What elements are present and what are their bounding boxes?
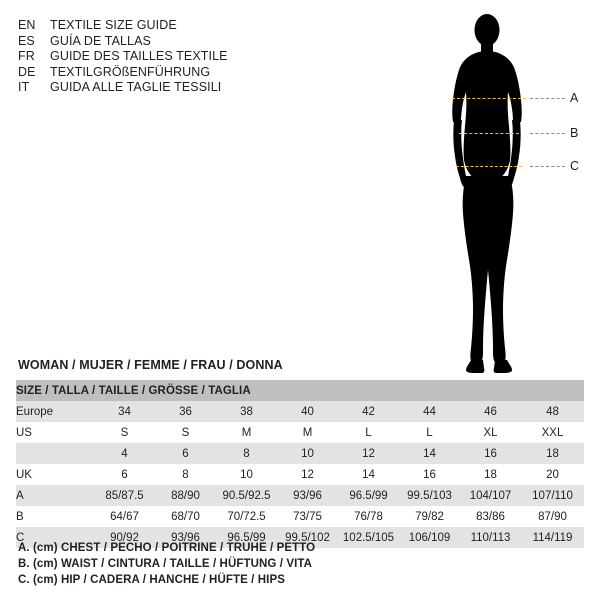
cell-value: S <box>94 422 155 443</box>
cell-value: 73/75 <box>277 506 338 527</box>
size-table <box>16 380 584 548</box>
cell-value: 12 <box>277 464 338 485</box>
cell-value: 110/113 <box>460 527 521 548</box>
cell-value: 90.5/92.5 <box>216 485 277 506</box>
language-code: FR <box>18 49 35 63</box>
cell-value: 18 <box>460 464 521 485</box>
cell-value: 48 <box>521 401 584 422</box>
size-table-container <box>16 380 584 548</box>
row-label: B <box>16 506 94 527</box>
measure-label-c: C <box>570 159 580 173</box>
language-row <box>18 49 348 65</box>
row-label: UK <box>16 464 94 485</box>
footnote-c: C. (cm) HIP / CADERA / HANCHE / HÜFTE / HIPS <box>18 574 286 586</box>
footnote-a: A. (cm) CHEST / PECHO / POITRINE / TRUHE / PETTO <box>18 542 316 554</box>
cell-value: 46 <box>460 401 521 422</box>
cell-value: 114/119 <box>521 527 584 548</box>
table-header-label: SIZE / TALLA / TAILLE / GRÖSSE / TAGLIA <box>16 380 584 401</box>
cell-value: 10 <box>216 464 277 485</box>
language-code: EN <box>18 18 36 32</box>
language-code: DE <box>18 64 36 79</box>
cell-value: 8 <box>216 443 277 464</box>
cell-value: 76/78 <box>338 506 399 527</box>
table-row <box>16 506 584 527</box>
language-title: GUÍA DE TALLAS <box>50 33 151 48</box>
cell-value: L <box>399 422 460 443</box>
footnote-b: B. (cm) WAIST / CINTURA / TAILLE / HÜFTUNG / VITA <box>18 558 313 570</box>
row-label: C <box>16 527 94 548</box>
language-row <box>18 18 348 34</box>
language-row <box>18 80 348 96</box>
cell-value: 90/92 <box>94 527 155 548</box>
cell-value: 14 <box>399 443 460 464</box>
measure-line-a-yellow <box>452 98 526 99</box>
table-row <box>16 443 584 464</box>
cell-value: 36 <box>155 401 216 422</box>
language-headings <box>18 18 348 96</box>
cell-value: 83/86 <box>460 506 521 527</box>
cell-value: 85/87.5 <box>94 485 155 506</box>
table-row <box>16 401 584 422</box>
cell-value: XXL <box>521 422 584 443</box>
cell-value: 87/90 <box>521 506 584 527</box>
cell-value: 44 <box>399 401 460 422</box>
table-row <box>16 464 584 485</box>
cell-value: L <box>338 422 399 443</box>
cell-value: 107/110 <box>521 485 584 506</box>
cell-value: 42 <box>338 401 399 422</box>
language-row <box>18 65 348 81</box>
language-title: TEXTILGRÖßENFÜHRUNG <box>50 64 211 79</box>
cell-value: 10 <box>277 443 338 464</box>
measurement-footnotes <box>18 540 578 588</box>
cell-value: 40 <box>277 401 338 422</box>
measure-line-a-gray <box>530 98 565 99</box>
measure-line-b-yellow <box>459 133 519 134</box>
cell-value: 14 <box>338 464 399 485</box>
section-heading: WOMAN / MUJER / FEMME / FRAU / DONNA <box>18 358 283 372</box>
cell-value: 88/90 <box>155 485 216 506</box>
cell-value: 96.5/99 <box>216 527 277 548</box>
cell-value: 16 <box>460 443 521 464</box>
table-header-row <box>16 380 584 401</box>
language-code: IT <box>18 80 30 94</box>
cell-value: 6 <box>155 443 216 464</box>
row-label: US <box>16 422 94 443</box>
measure-label-b: B <box>570 126 579 140</box>
cell-value: M <box>277 422 338 443</box>
cell-value: M <box>216 422 277 443</box>
cell-value: 34 <box>94 401 155 422</box>
cell-value: 20 <box>521 464 584 485</box>
language-row <box>18 34 348 50</box>
cell-value: 106/109 <box>399 527 460 548</box>
cell-value: 70/72.5 <box>216 506 277 527</box>
cell-value: 16 <box>399 464 460 485</box>
language-title: TEXTILE SIZE GUIDE <box>50 18 177 32</box>
cell-value: 64/67 <box>94 506 155 527</box>
measure-line-c-gray <box>530 166 565 167</box>
cell-value: S <box>155 422 216 443</box>
cell-value: 104/107 <box>460 485 521 506</box>
language-code: ES <box>18 33 35 48</box>
language-title: GUIDE DES TAILLES TEXTILE <box>50 49 228 63</box>
cell-value: XL <box>460 422 521 443</box>
cell-value: 68/70 <box>155 506 216 527</box>
cell-value: 12 <box>338 443 399 464</box>
cell-value: 38 <box>216 401 277 422</box>
cell-value: 93/96 <box>155 527 216 548</box>
cell-value: 8 <box>155 464 216 485</box>
measure-line-b-gray <box>530 133 565 134</box>
cell-value: 102.5/105 <box>338 527 399 548</box>
table-row <box>16 422 584 443</box>
cell-value: 4 <box>94 443 155 464</box>
row-label <box>16 443 94 464</box>
table-row <box>16 485 584 506</box>
language-title: GUIDA ALLE TAGLIE TESSILI <box>50 80 222 94</box>
cell-value: 93/96 <box>277 485 338 506</box>
cell-value: 99.5/102 <box>277 527 338 548</box>
row-label: Europe <box>16 401 94 422</box>
cell-value: 99.5/103 <box>399 485 460 506</box>
female-silhouette-figure <box>430 8 595 376</box>
cell-value: 96.5/99 <box>338 485 399 506</box>
silhouette-icon <box>430 8 595 376</box>
measure-line-c-yellow <box>456 166 522 167</box>
cell-value: 79/82 <box>399 506 460 527</box>
cell-value: 18 <box>521 443 584 464</box>
cell-value: 6 <box>94 464 155 485</box>
row-label: A <box>16 485 94 506</box>
measure-label-a: A <box>570 91 579 105</box>
